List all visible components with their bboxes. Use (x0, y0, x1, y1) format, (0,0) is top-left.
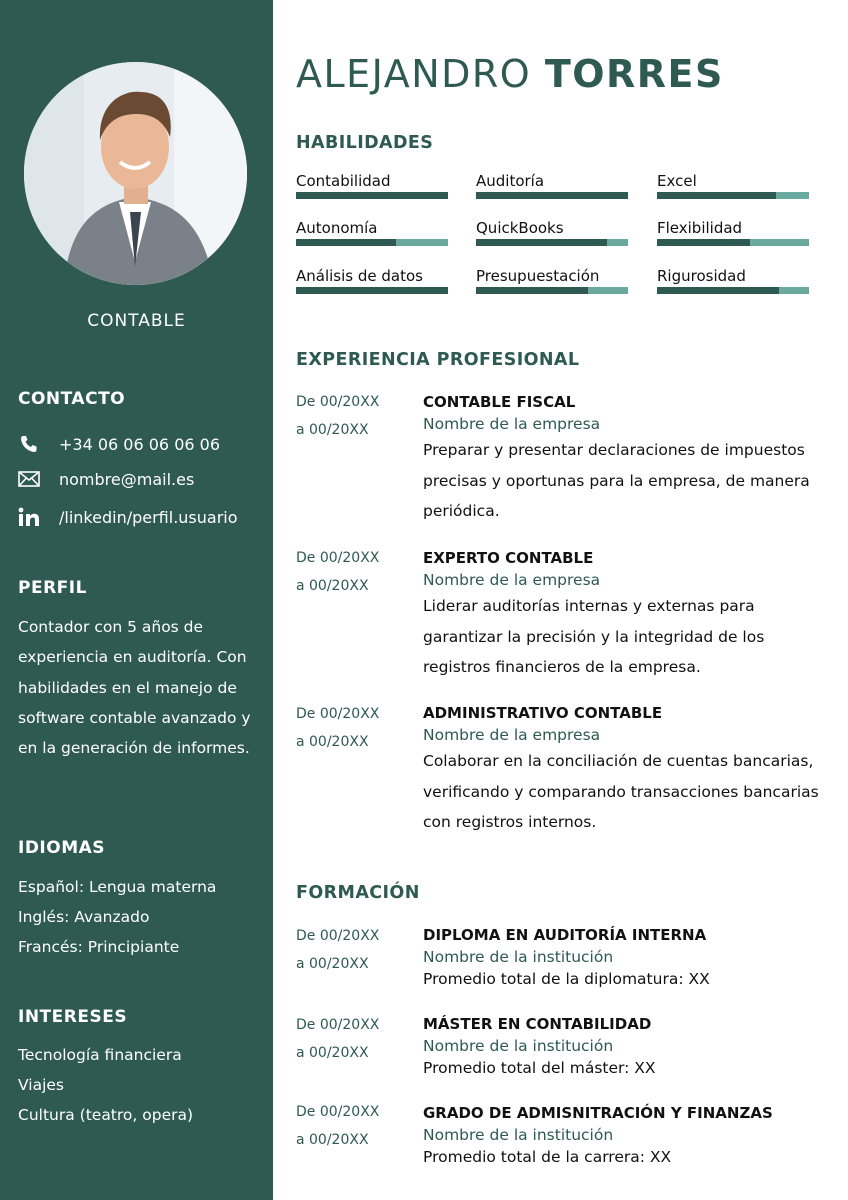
institution-name: Nombre de la institución (423, 1037, 614, 1055)
skill-label: Presupuestación (476, 267, 600, 285)
skill-label: Flexibilidad (657, 219, 743, 237)
date-from: De 00/20XX (296, 928, 380, 944)
experience-heading: EXPERIENCIA PROFESIONAL (296, 350, 580, 370)
job-description: Preparar y presentar declaraciones de impuestos precisas y oportunas para la empresa, de manera periódica. (423, 441, 810, 520)
experience-dates (296, 700, 379, 756)
skill-label: Rigurosidad (657, 267, 746, 285)
date-to: a 00/20XX (296, 734, 369, 750)
skill-bar (296, 287, 448, 294)
interest-item: Cultura (teatro, opera) (18, 1106, 194, 1124)
date-from: De 00/20XX (296, 706, 380, 722)
experience-dates (296, 388, 379, 444)
sidebar (0, 0, 273, 1200)
skill-item (476, 219, 628, 246)
skill-label: Contabilidad (296, 172, 391, 190)
company-name: Nombre de la empresa (423, 415, 601, 433)
skill-bar (476, 192, 628, 199)
date-to: a 00/20XX (296, 1045, 369, 1061)
job-description: Liderar auditorías internas y externas para garantizar la precisión y la integridad de los registros financieros de la empresa. (423, 597, 765, 676)
skill-item (657, 172, 809, 199)
skills-heading: HABILIDADES (296, 133, 434, 153)
education-item (423, 1014, 828, 1079)
linkedin-text: /linkedin/perfil.usuario (59, 507, 238, 527)
degree-detail: Promedio total de la diplomatura: XX (423, 970, 710, 988)
experience-dates (296, 544, 379, 600)
email-text: nombre@mail.es (59, 469, 195, 489)
profile-text: Contador con 5 años de experiencia en auditoría. Con habilidades en el manejo de software contable avanzado y en la generación de informes. (18, 618, 251, 758)
job-title: CONTABLE FISCAL (423, 393, 576, 411)
language-item: Francés: Principiante (18, 938, 180, 956)
skill-bar-fill (476, 287, 588, 294)
education-dates (296, 922, 379, 978)
degree-title: GRADO DE ADMISNITRACIÓN Y FINANZAS (423, 1104, 773, 1122)
education-item (423, 1103, 828, 1168)
date-to: a 00/20XX (296, 1132, 369, 1148)
degree-title: DIPLOMA EN AUDITORÍA INTERNA (423, 926, 707, 944)
interests-list (18, 1040, 193, 1130)
skill-bar-fill (296, 239, 396, 246)
phone-icon (18, 434, 40, 454)
company-name: Nombre de la empresa (423, 571, 601, 589)
skill-bar (476, 287, 628, 294)
skill-label: Auditoría (476, 172, 545, 190)
linkedin-icon (18, 507, 40, 527)
skill-bar-fill (657, 239, 750, 246)
phone-text: +34 06 06 06 06 06 (59, 434, 220, 454)
skill-bar (296, 192, 448, 199)
language-item: Español: Lengua materna (18, 878, 217, 896)
date-from: De 00/20XX (296, 1104, 380, 1120)
job-description: Colaborar en la conciliación de cuentas bancarias, verificando y comparando transacciones bancarias con registros internos. (423, 752, 819, 831)
date-to: a 00/20XX (296, 422, 369, 438)
interest-item: Viajes (18, 1076, 64, 1094)
experience-item (423, 392, 828, 527)
skill-item (476, 267, 628, 294)
date-from: De 00/20XX (296, 394, 380, 410)
skill-item (296, 267, 448, 294)
skill-label: Excel (657, 172, 697, 190)
institution-name: Nombre de la institución (423, 1126, 614, 1144)
skill-bar-fill (476, 239, 607, 246)
skill-bar-fill (296, 192, 448, 199)
education-heading: FORMACIÓN (296, 883, 420, 903)
contact-linkedin[interactable] (18, 507, 238, 527)
profile-photo (24, 62, 247, 285)
skill-bar (657, 192, 809, 199)
skill-item (657, 219, 809, 246)
job-title: ADMINISTRATIVO CONTABLE (423, 704, 663, 722)
skill-bar-fill (296, 287, 448, 294)
last-name: TORRES (544, 52, 724, 96)
skill-label: Análisis de datos (296, 267, 423, 285)
contact-phone[interactable] (18, 434, 220, 454)
job-role: CONTABLE (87, 311, 186, 331)
date-to: a 00/20XX (296, 956, 369, 972)
date-from: De 00/20XX (296, 550, 380, 566)
date-to: a 00/20XX (296, 578, 369, 594)
skill-item (657, 267, 809, 294)
languages-list (18, 872, 216, 962)
skill-item (296, 172, 448, 199)
main-content (273, 0, 848, 1200)
experience-item (423, 548, 828, 683)
job-title: EXPERTO CONTABLE (423, 549, 594, 567)
language-item: Inglés: Avanzado (18, 908, 150, 926)
skill-label: Autonomía (296, 219, 378, 237)
education-dates (296, 1098, 379, 1154)
skill-bar-fill (476, 192, 628, 199)
contact-heading: CONTACTO (18, 389, 126, 409)
experience-item (423, 703, 828, 838)
skill-bar (296, 239, 448, 246)
skill-label: QuickBooks (476, 219, 564, 237)
degree-detail: Promedio total del máster: XX (423, 1059, 656, 1077)
interests-heading: INTERESES (18, 1007, 128, 1027)
profile-heading: PERFIL (18, 578, 87, 598)
degree-detail: Promedio total de la carrera: XX (423, 1148, 672, 1166)
languages-heading: IDIOMAS (18, 838, 106, 858)
first-name: ALEJANDRO (296, 52, 532, 96)
skill-bar-fill (657, 192, 776, 199)
skill-bar (657, 239, 809, 246)
skill-bar (476, 239, 628, 246)
education-dates (296, 1011, 379, 1067)
degree-title: MÁSTER EN CONTABILIDAD (423, 1015, 652, 1033)
mail-icon (18, 469, 40, 489)
skill-bar-fill (657, 287, 779, 294)
interest-item: Tecnología financiera (18, 1046, 182, 1064)
person-portrait-icon (24, 62, 247, 285)
skill-item (476, 172, 628, 199)
institution-name: Nombre de la institución (423, 948, 614, 966)
skill-bar (657, 287, 809, 294)
date-from: De 00/20XX (296, 1017, 380, 1033)
contact-email[interactable] (18, 469, 194, 489)
education-item (423, 925, 828, 990)
company-name: Nombre de la empresa (423, 726, 601, 744)
full-name (296, 52, 724, 96)
skill-item (296, 219, 448, 246)
